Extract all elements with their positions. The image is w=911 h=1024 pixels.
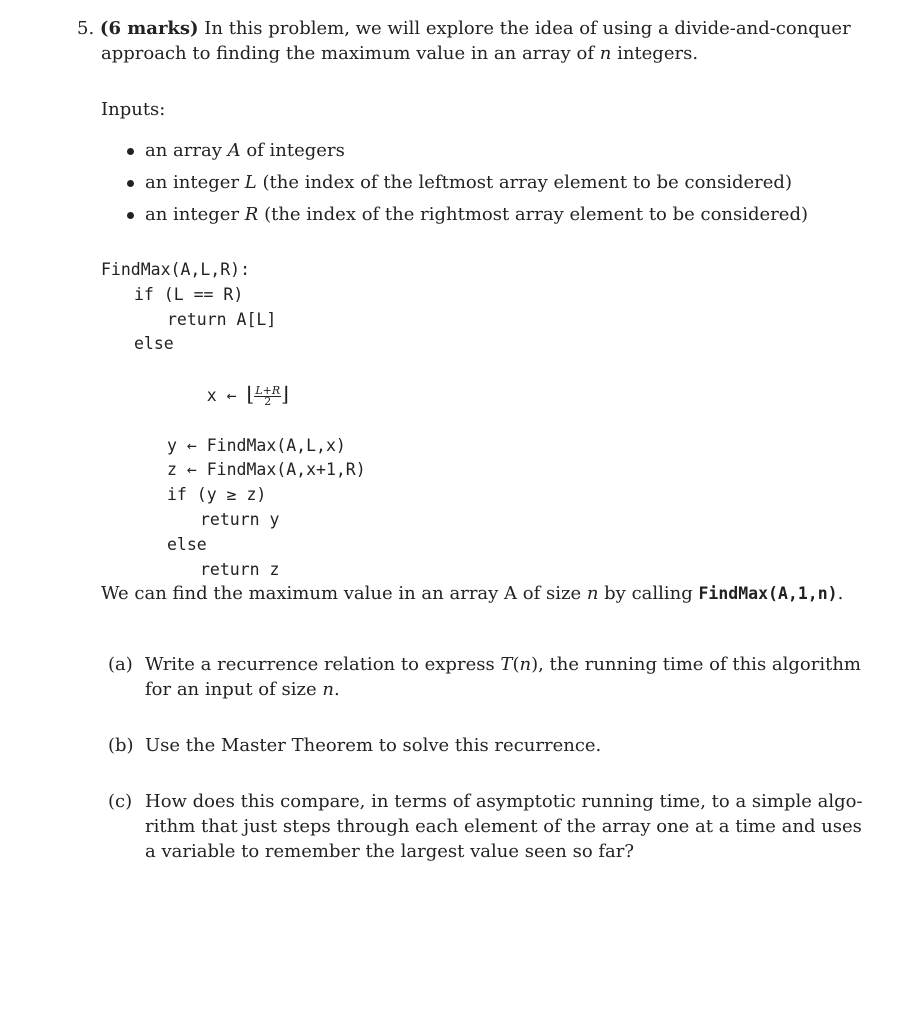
marks-label: (6 marks) [99, 18, 199, 39]
code-line: return A[L] [167, 309, 277, 329]
intro-line-2: approach to finding the maximum value in an array of [101, 43, 600, 64]
code-line: y ← FindMax(A,L,x) [167, 435, 346, 455]
code-line: return z [200, 559, 280, 579]
part-c-line: rithm that just steps through each element of the array one at a time and uses [145, 816, 862, 837]
list-item: an integer L (the index of the leftmost array element to be considered) [127, 170, 867, 202]
part-c-label: (c) [108, 791, 133, 812]
part-b [108, 733, 868, 758]
floor-left: ⌊ [246, 381, 255, 406]
part-b-label: (b) [108, 735, 134, 756]
code-line: return y [200, 509, 280, 529]
list-item: an array A of integers [127, 138, 867, 170]
part-b-text: Use the Master Theorem to solve this recurrence. [145, 735, 602, 756]
code-line: z ← FindMax(A,x+1,R) [167, 460, 366, 480]
code-line: FindMax(A,L,R): [101, 260, 251, 279]
problem-number: 5. [77, 18, 95, 39]
part-c [108, 789, 868, 864]
bullet-icon [127, 212, 134, 219]
fraction: $\frac{L+R}{2}$ [255, 383, 281, 408]
bullet-icon [127, 180, 134, 187]
code-line: if (L == R) [134, 284, 244, 304]
part-c-line: a variable to remember the largest value seen so far? [145, 841, 635, 862]
code-line: if (y ≥ z) [167, 485, 267, 505]
inputs-list [127, 138, 867, 234]
var-n: n [599, 43, 612, 64]
problem-statement [77, 16, 877, 66]
floor-right: ⌋ [281, 381, 289, 406]
part-a-label: (a) [108, 654, 133, 675]
intro-line-1: In this problem, we will explore the idea of using a divide-and-conquer [198, 18, 851, 39]
part-a: (a) Write a recurrence relation to express T(n), the running time of this algorithm for an input of size n. [108, 654, 862, 700]
part-c-line: How does this compare, in terms of asymptotic running time, to a simple algo- [145, 791, 863, 812]
code-line: else [134, 334, 174, 354]
pseudocode-block [101, 258, 601, 582]
intro-line-2-end: integers. [611, 43, 699, 64]
call-code: FindMax(A,1,n) [698, 584, 838, 603]
code-line: x ← ⌊ $\frac{L+R}{2}$ ⌋ [206, 381, 289, 408]
inputs-heading: Inputs: [101, 99, 166, 120]
list-item: an integer R (the index of the rightmost array element to be considered) [127, 202, 867, 234]
code-line: else [167, 534, 207, 554]
bullet-icon [127, 148, 134, 155]
call-sentence: We can find the maximum value in an array A of size n by calling FindMax(A,1,n). [101, 583, 844, 604]
